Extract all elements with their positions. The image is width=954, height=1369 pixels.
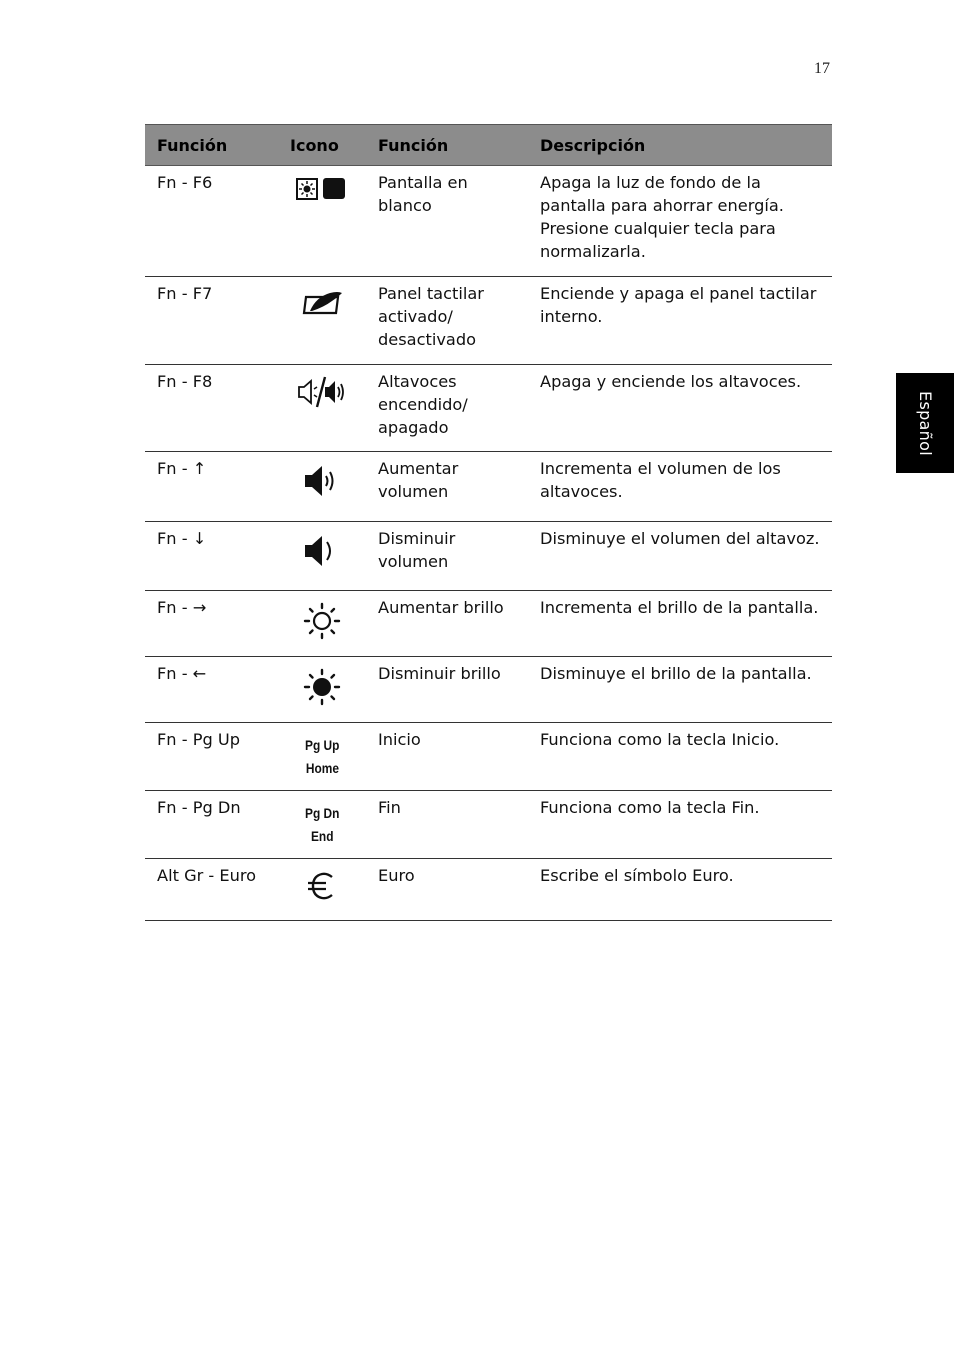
home-key-line2: Home	[305, 760, 339, 776]
end-key-line1: Pg Dn	[304, 805, 340, 821]
speaker-toggle-icon	[297, 375, 347, 409]
description-cell: Apaga la luz de fondo de la pantalla para ahorrar energía. Presione cualquier tecla para normalizarla.	[528, 166, 832, 277]
table-row	[145, 723, 832, 791]
description-cell: Incrementa el brillo de la pantalla.	[528, 591, 832, 657]
function-cell: Panel tactilar activado/ desactivado	[366, 277, 528, 365]
home-key-icon	[278, 723, 366, 791]
hotkey-table	[145, 124, 832, 921]
hotkey-cell: Fn - Pg Up	[145, 723, 278, 791]
volume-down-icon	[302, 532, 342, 570]
function-cell: Euro	[366, 859, 528, 921]
volume-up-icon	[302, 462, 342, 500]
euro-icon	[305, 869, 339, 903]
description-cell: Disminuye el volumen del altavoz.	[528, 522, 832, 591]
table-row	[145, 365, 832, 452]
table-row	[145, 591, 832, 657]
table-row	[145, 657, 832, 723]
language-tab	[896, 373, 954, 473]
hotkey-cell: Fn - →	[145, 591, 278, 657]
language-tab-label: Español	[915, 390, 935, 456]
hotkey-cell: Fn - F6	[145, 166, 278, 277]
description-cell: Disminuye el brillo de la pantalla.	[528, 657, 832, 723]
touchpad-toggle-icon	[300, 287, 344, 317]
brightness-down-icon	[302, 667, 342, 707]
table-row	[145, 791, 832, 859]
function-cell: Pantalla en blanco	[366, 166, 528, 277]
header-icon: Icono	[278, 125, 366, 166]
function-cell: Aumentar brillo	[366, 591, 528, 657]
header-function: Función	[366, 125, 528, 166]
table-row	[145, 859, 832, 921]
table-row	[145, 452, 832, 522]
function-cell: Disminuir volumen	[366, 522, 528, 591]
function-cell: Altavoces encendido/ apagado	[366, 365, 528, 452]
table-header-row	[145, 125, 832, 166]
home-key-line1: Pg Up	[304, 737, 340, 753]
function-cell: Inicio	[366, 723, 528, 791]
function-cell: Fin	[366, 791, 528, 859]
description-cell: Incrementa el volumen de los altavoces.	[528, 452, 832, 522]
description-cell: Enciende y apaga el panel tactilar interno.	[528, 277, 832, 365]
hotkey-cell: Fn - ↑	[145, 452, 278, 522]
header-description: Descripción	[528, 125, 832, 166]
table-row	[145, 166, 832, 277]
hotkey-cell: Fn - ↓	[145, 522, 278, 591]
hotkey-cell: Alt Gr - Euro	[145, 859, 278, 921]
brightness-up-icon	[302, 601, 342, 641]
hotkey-cell: Fn - F7	[145, 277, 278, 365]
display-off-icon	[294, 176, 350, 202]
hotkey-cell: Fn - Pg Dn	[145, 791, 278, 859]
header-function-key: Función	[145, 125, 278, 166]
description-cell: Funciona como la tecla Inicio.	[528, 723, 832, 791]
description-cell: Apaga y enciende los altavoces.	[528, 365, 832, 452]
description-cell: Escribe el símbolo Euro.	[528, 859, 832, 921]
end-key-line2: End	[310, 828, 334, 844]
hotkey-cell: Fn - ←	[145, 657, 278, 723]
page-number: 17	[814, 60, 830, 77]
hotkey-cell: Fn - F8	[145, 365, 278, 452]
description-cell: Funciona como la tecla Fin.	[528, 791, 832, 859]
function-cell: Aumentar volumen	[366, 452, 528, 522]
table-row	[145, 277, 832, 365]
function-cell: Disminuir brillo	[366, 657, 528, 723]
end-key-icon	[278, 791, 366, 859]
table-row	[145, 522, 832, 591]
